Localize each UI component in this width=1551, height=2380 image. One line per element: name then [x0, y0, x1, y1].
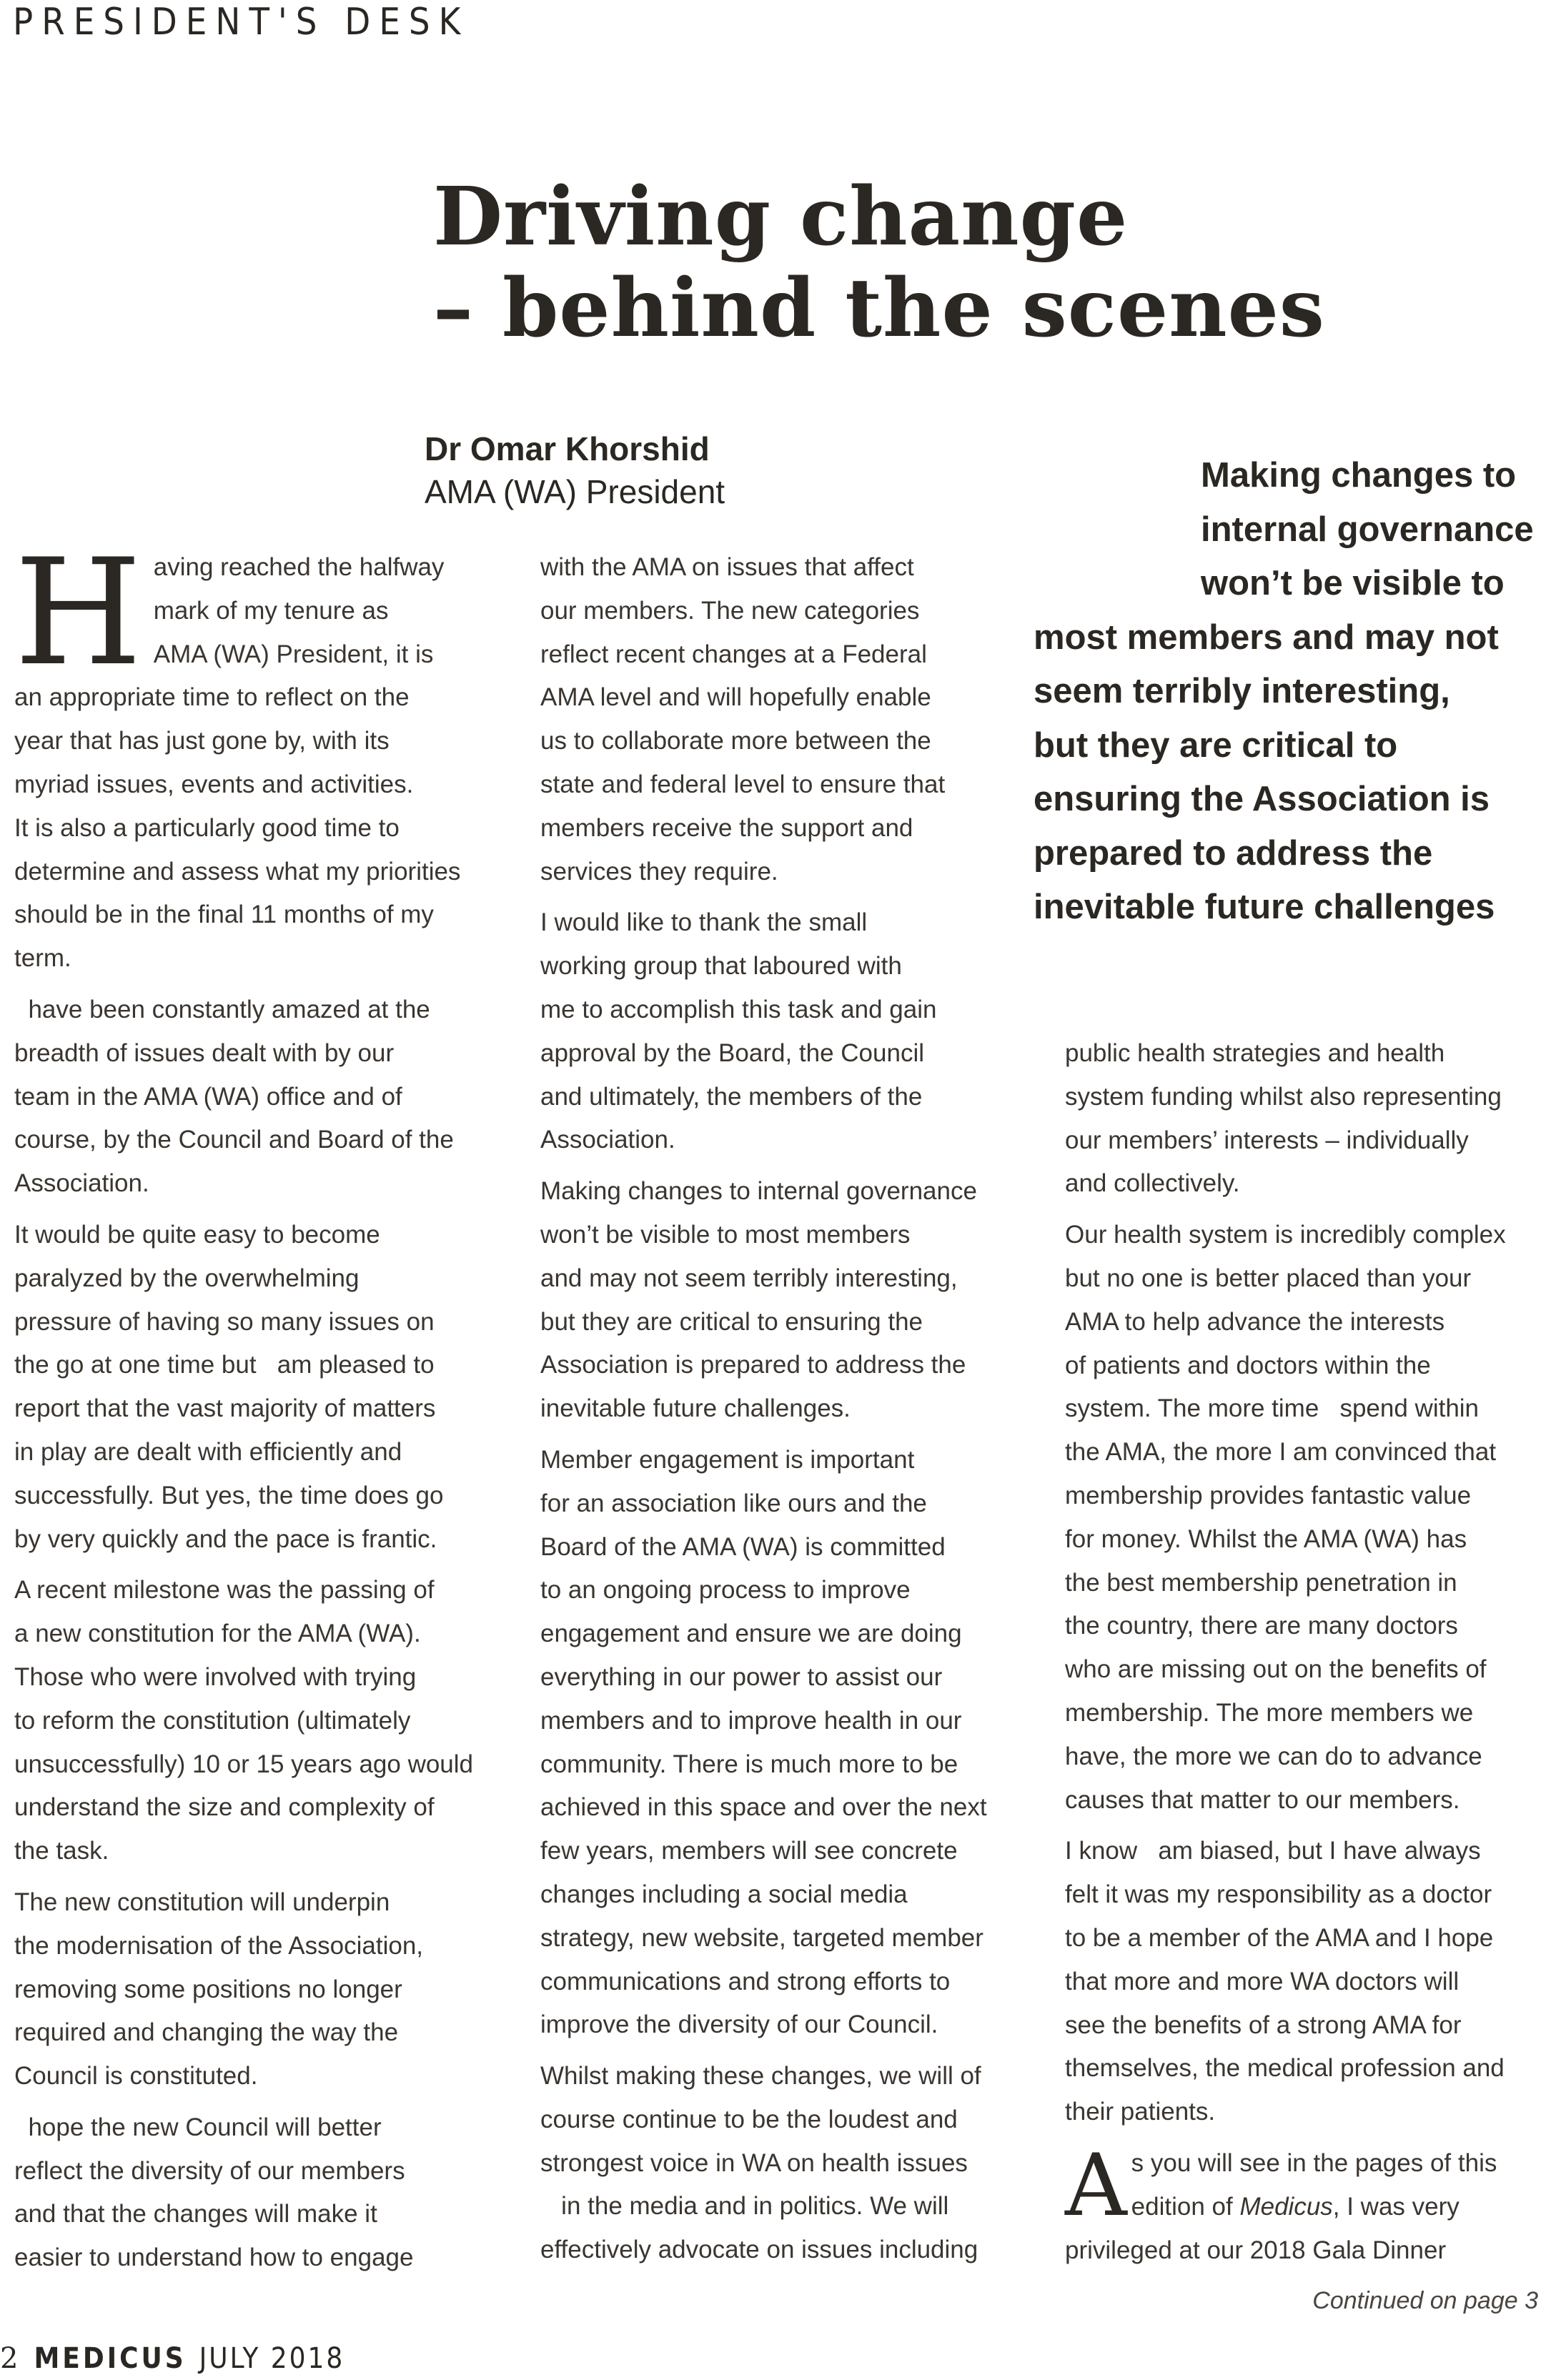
text-line: s you will see in the pages of this	[1131, 2148, 1497, 2177]
text-line: term.	[14, 944, 71, 973]
text-line: the task.	[14, 1837, 109, 1865]
author-name: Dr Omar Khorshid	[425, 430, 710, 467]
text-line: approval by the Board, the Council	[540, 1038, 924, 1067]
paragraph	[14, 1881, 507, 2098]
pull-quote	[1034, 449, 1548, 935]
text-line: by very quickly and the pace is frantic.	[14, 1524, 437, 1553]
paragraph	[14, 1569, 507, 1873]
text-line: improve the diversity of our Council.	[540, 2010, 938, 2039]
title-line-1: Driving change	[433, 170, 1129, 264]
text-line: have been constantly amazed at the	[14, 995, 430, 1023]
text-line: our members’ interests – individually	[1065, 1126, 1469, 1154]
paragraph	[14, 1214, 507, 1561]
text-line: few years, members will see concrete	[540, 1837, 958, 1865]
paragraph	[540, 546, 1034, 893]
text-line: with the AMA on issues that affect	[540, 553, 914, 581]
text-line: services they require.	[540, 857, 778, 886]
text-line: privileged at our 2018 Gala Dinner	[1065, 2236, 1447, 2264]
text-line: Association.	[14, 1169, 149, 1198]
text-line: AMA level and will hopefully enable	[540, 683, 931, 712]
text-line: changes including a social media	[540, 1880, 908, 1908]
text-line: determine and assess what my priorities	[14, 857, 461, 886]
text-line: AMA to help advance the interests	[1065, 1307, 1445, 1336]
pull-quote-line: ensuring the Association is	[1034, 780, 1490, 818]
text-line: working group that laboured with	[540, 952, 902, 981]
text-line: their patients.	[1065, 2098, 1216, 2126]
text-line: successfully. But yes, the time does go	[14, 1481, 444, 1509]
body-column-3	[1065, 1032, 1544, 2280]
text-line: Board of the AMA (WA) is committed	[540, 1532, 946, 1561]
text-line: effectively advocate on issues including	[540, 2236, 978, 2264]
text-line: The new constitution will underpin	[14, 1888, 390, 1916]
text-line: won’t be visible to most members	[540, 1220, 911, 1249]
text-run: edition of	[1131, 2192, 1240, 2221]
magazine-name-italic: Medicus	[1239, 2192, 1333, 2221]
paragraph	[540, 1439, 1034, 2047]
pull-quote-line: won’t be visible to	[1201, 564, 1505, 603]
text-line: the go at one time but am pleased to	[14, 1351, 435, 1379]
text-line: the AMA, the more I am convinced that	[1065, 1438, 1497, 1467]
text-line: hope the new Council will better	[14, 2113, 382, 2141]
paragraph	[14, 528, 507, 981]
text-line: have, the more we can do to advance	[1065, 1742, 1482, 1770]
text-line: for an association like ours and the	[540, 1489, 927, 1517]
article-title	[433, 172, 1325, 354]
text-line: aving reached the halfway	[153, 553, 445, 581]
magazine-name: MEDICUS	[34, 2342, 187, 2375]
text-line: should be in the final 11 months of my	[14, 901, 434, 929]
author-role: AMA (WA) President	[425, 473, 725, 510]
text-line: Member engagement is important	[540, 1445, 915, 1474]
text-line: to reform the constitution (ultimately	[14, 1706, 411, 1735]
text-line: us to collaborate more between the	[540, 727, 931, 755]
text-line: felt it was my responsibility as a doctor	[1065, 1880, 1492, 1909]
text-line: in the media and in politics. We will	[540, 2192, 949, 2221]
text-line: year that has just gone by, with its	[14, 727, 390, 755]
text-line: Whilst making these changes, we will of	[540, 2062, 981, 2091]
paragraph	[14, 988, 507, 1206]
paragraph	[1065, 1214, 1544, 1822]
text-line: the modernisation of the Association,	[14, 1931, 424, 1960]
pull-quote-line: prepared to address the	[1034, 833, 1433, 873]
pull-quote-line: seem terribly interesting,	[1034, 672, 1450, 710]
paragraph	[1065, 2136, 1544, 2272]
text-line: reflect recent changes at a Federal	[540, 640, 927, 668]
text-line: Our health system is incredibly complex	[1065, 1221, 1506, 1249]
text-line: a new constitution for the AMA (WA).	[14, 1620, 421, 1648]
paragraph	[1065, 1830, 1544, 2134]
text-line: required and changing the way the	[14, 2018, 399, 2047]
text-line: the best membership penetration in	[1065, 1568, 1457, 1597]
text-line: membership. The more members we	[1065, 1698, 1474, 1727]
text-line: but no one is better placed than your	[1065, 1264, 1472, 1292]
text-line: members and to improve health in our	[540, 1706, 962, 1735]
text-run: , I was very	[1332, 2192, 1460, 2221]
text-line: state and federal level to ensure that	[540, 770, 946, 798]
pull-quote-line: Making changes to	[1201, 456, 1517, 495]
paragraph	[14, 2106, 507, 2280]
text-line: Association is prepared to address the	[540, 1351, 966, 1379]
text-line: It would be quite easy to become	[14, 1220, 380, 1249]
text-line: reflect the diversity of our members	[14, 2156, 405, 2185]
text-line: removing some positions no longer	[14, 1975, 402, 2003]
text-line: Those who were involved with trying	[14, 1662, 417, 1691]
body-column-2	[540, 546, 1034, 2280]
text-line: community. There is much more to be	[540, 1750, 958, 1778]
paragraph	[540, 1170, 1034, 1431]
text-line: in play are dealt with efficiently and	[14, 1437, 402, 1466]
page-footer	[0, 2337, 345, 2380]
text-line: our members. The new categories	[540, 596, 920, 625]
drop-cap: A	[1065, 2136, 1127, 2236]
text-line: It is also a particularly good time to	[14, 813, 400, 842]
text-line: team in the AMA (WA) office and of	[14, 1082, 402, 1111]
text-line: engagement and ensure we are doing	[540, 1620, 962, 1648]
text-line: Association.	[540, 1126, 675, 1154]
paragraph	[540, 2055, 1034, 2272]
drop-cap: H	[14, 528, 142, 698]
text-line: see the benefits of a strong AMA for	[1065, 2010, 1462, 2039]
text-line: public health strategies and health	[1065, 1039, 1445, 1067]
title-line-2: – behind the scenes	[433, 262, 1325, 355]
text-line: inevitable future challenges.	[540, 1394, 851, 1423]
pull-quote-line: internal governance	[1201, 510, 1534, 549]
text-line: breadth of issues dealt with by our	[14, 1038, 395, 1067]
text-line: to an ongoing process to improve	[540, 1576, 911, 1605]
paragraph	[540, 901, 1034, 1162]
text-line: achieved in this space and over the next	[540, 1793, 987, 1822]
pull-quote-line: but they are critical to	[1034, 725, 1398, 765]
text-line: I would like to thank the small	[540, 908, 868, 937]
text-line: me to accomplish this task and gain	[540, 995, 937, 1023]
text-line: I know am biased, but I have always	[1065, 1837, 1481, 1865]
text-line: system. The more time spend within	[1065, 1394, 1480, 1423]
text-line: but they are critical to ensuring the	[540, 1307, 923, 1336]
text-line: easier to understand how to engage	[14, 2243, 414, 2272]
text-line: everything in our power to assist our	[540, 1662, 943, 1691]
issue-date: JULY 2018	[199, 2342, 345, 2375]
paragraph	[1065, 1032, 1544, 1206]
continued-note: Continued on page 3	[1312, 2287, 1538, 2314]
section-label: PRESIDENT'S DESK	[13, 1, 470, 44]
page-number: 2	[0, 2342, 19, 2375]
text-line: course continue to be the loudest and	[540, 2105, 958, 2133]
text-line: understand the size and complexity of	[14, 1793, 435, 1822]
text-line: the country, there are many doctors	[1065, 1612, 1458, 1640]
text-line: and may not seem terribly interesting,	[540, 1264, 958, 1292]
text-line: paralyzed by the overwhelming	[14, 1264, 360, 1292]
text-line: and ultimately, the members of the	[540, 1082, 923, 1111]
text-line: system funding whilst also representing	[1065, 1082, 1502, 1111]
text-line: unsuccessfully) 10 or 15 years ago would	[14, 1750, 474, 1778]
text-line	[1065, 2186, 1544, 2229]
text-line: mark of my tenure as	[153, 596, 389, 625]
text-line: of patients and doctors within the	[1065, 1351, 1431, 1379]
text-line: themselves, the medical profession and	[1065, 2054, 1505, 2083]
body-column-1	[14, 528, 507, 2288]
text-line: and collectively.	[1065, 1169, 1240, 1198]
text-line: pressure of having so many issues on	[14, 1307, 435, 1336]
text-line: communications and strong efforts to	[540, 1967, 951, 1995]
pull-quote-line: most members and may not	[1034, 618, 1499, 657]
text-line: Council is constituted.	[14, 2062, 258, 2091]
text-line: strategy, new website, targeted member	[540, 1923, 983, 1952]
text-line: for money. Whilst the AMA (WA) has	[1065, 1524, 1467, 1553]
text-line: causes that matter to our members.	[1065, 1785, 1460, 1814]
text-line: report that the vast majority of matters	[14, 1394, 436, 1423]
text-line: membership provides fantastic value	[1065, 1481, 1472, 1509]
text-line: and that the changes will make it	[14, 2200, 377, 2228]
text-line: strongest voice in WA on health issues	[540, 2148, 968, 2177]
text-line: an appropriate time to reflect on the	[14, 683, 410, 712]
text-line: course, by the Council and Board of the	[14, 1126, 454, 1154]
text-line: AMA (WA) President, it is	[153, 640, 434, 668]
text-line: A recent milestone was the passing of	[14, 1576, 435, 1605]
text-line: members receive the support and	[540, 813, 913, 842]
text-line: myriad issues, events and activities.	[14, 770, 414, 798]
text-line: Making changes to internal governance	[540, 1177, 977, 1206]
pull-quote-line: inevitable future challenges	[1034, 888, 1495, 926]
text-line: that more and more WA doctors will	[1065, 1967, 1460, 1995]
text-line: who are missing out on the benefits of	[1065, 1655, 1487, 1684]
text-line: to be a member of the AMA and I hope	[1065, 1923, 1494, 1952]
